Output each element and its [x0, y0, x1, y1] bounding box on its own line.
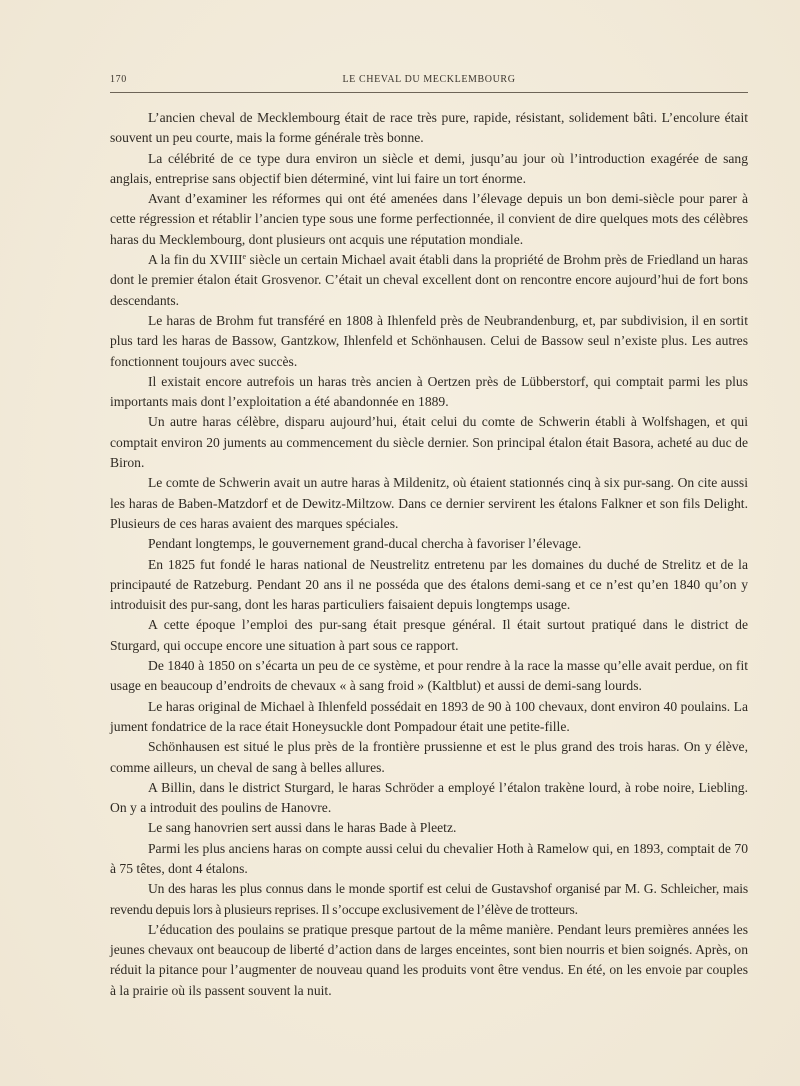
- paragraph-mildenitz: Le comte de Schwerin avait un autre haras à Mildenitz, où étaient stationnés cinq à six pur-sang. On cite aussi les haras de Baben-Matzdorf et de Dewitz-Miltzow. Dans ce dernier servirent les étalons Falkner et son fils Delight. Plusieurs de ces haras avaient des marques spéciales.: [110, 475, 748, 531]
- page-number: 170: [110, 74, 127, 85]
- paragraph-text-end: siècle un certain Michael avait établi dans la propriété de Brohm près de Friedland un haras dont le premier étalon était Grosvenor. C’était un cheval excellent dont on rencontre encore aujourd’hui de fort bons descendants.: [110, 252, 748, 308]
- body-text: [110, 108, 748, 1001]
- paragraph-reformes: Avant d’examiner les réformes qui ont été amenées dans l’élevage depuis un bon demi-siècle pour parer à cette régression et rétablir l’ancien type sous une forme perfectionnée, il convient de dire quelques mots des célèbres haras du Mecklembourg, dont plusieurs ont acquis une réputation mondiale.: [110, 191, 748, 247]
- paragraph-wolfshagen: Un autre haras célèbre, disparu aujourd’hui, était celui du comte de Schwerin établi à Wolfshagen, et qui comptait environ 20 juments au commencement du siècle dernier. Son principal étalon était Basora, acheté au duc de Biron.: [110, 414, 748, 471]
- paragraph-gouvernement: Pendant longtemps, le gouvernement grand-ducal chercha à favoriser l’élevage.: [148, 536, 582, 552]
- paragraph-schonhausen: Schönhausen est situé le plus près de la frontière prussienne et est le plus grand des trois haras. On y élève, comme ailleurs, un cheval de sang à belles allures.: [110, 739, 748, 775]
- century-superscript: e: [242, 252, 247, 262]
- paragraph-oertzen: Il existait encore autrefois un haras très ancien à Oertzen près de Lübberstorf, qui comptait parmi les plus importants mais dont l’exploitation a été abandonnée en 1889.: [110, 373, 748, 410]
- paragraph-neustrelitz: En 1825 fut fondé le haras national de Neustrelitz entretenu par les domaines du duché de Strelitz et de la principauté de Ratzeburg. Pendant 20 ans il ne posséda que des étalons demi-sang et ce n’est qu’en 1840 qu’on y introduisit des pur-sang, dont les haras particuliers faisaient depuis longtemps usage.: [110, 556, 748, 613]
- running-header: [110, 74, 748, 93]
- paragraph-education: L’éducation des poulains se pratique presque partout de la même manière. Pendant leurs premières années les jeunes chevaux ont beaucoup de liberté d’action dans de larges enceintes, sont bien nourris et bien soignés. Après, on réduit la pitance pour l’augmenter de nouveau quand les produits vont être vendus. En été, on les envoie par couples à la prairie où ils passent souvent la nuit.: [110, 921, 748, 998]
- running-title: LE CHEVAL DU MECKLEMBOURG: [342, 74, 516, 85]
- paragraph-ramelow: Parmi les plus anciens haras on compte aussi celui du chevalier Hoth à Ramelow qui, en 1893, comptait de 70 à 75 têtes, dont 4 étalons.: [110, 840, 748, 876]
- paragraph-text-start: A la fin du XVIII: [148, 252, 243, 268]
- paragraph-sturgard: A cette époque l’emploi des pur-sang était presque général. Il était surtout pratiqué dans le district de Sturgard, qui occupe encore une situation à part sous ce rapport.: [110, 617, 748, 653]
- paragraph-brohm-origin: [110, 250, 748, 311]
- paragraph-pleetz: Le sang hanovrien sert aussi dans le haras Bade à Pleetz.: [148, 820, 457, 836]
- paragraph-billin: A Billin, dans le district Sturgard, le haras Schröder a employé l’étalon trakène lourd, à robe noire, Liebling. On y a introduit des poulins de Hanovre.: [110, 779, 748, 816]
- paragraph-ihlenfeld: Le haras original de Michael à Ihlenfeld possédait en 1893 de 90 à 100 chevaux, dont environ 40 poulains. La jument fondatrice de la race était Honeysuckle dont Pompadour était une petite-fille.: [110, 698, 748, 734]
- paragraph-brohm-transfer: Le haras de Brohm fut transféré en 1808 à Ihlenfeld près de Neubrandenburg, et, par subdivision, il en sortit plus tard les haras de Bassow, Gantzkow, Ihlenfeld et Schönhausen. Celui de Bassow seul n’existe plus. Les autres fonctionnent toujours avec succès.: [110, 312, 748, 369]
- paragraph-ancien-cheval: L’ancien cheval de Mecklembourg était de race très pure, rapide, résistant, solidement bâti. L’encolure était souvent un peu courte, mais la forme générale très bonne.: [110, 110, 748, 146]
- paragraph-gustavshof: Un des haras les plus connus dans le monde sportif est celui de Gustavshof organisé par M. G. Schleicher, mais revendu depuis lors à plusieurs reprises. Il s’occupe exclusivement de l’élève de trotteurs.: [110, 881, 748, 917]
- paragraph-1840-1850: De 1840 à 1850 on s’écarta un peu de ce système, et pour rendre à la race la masse qu’elle avait perdue, on fit usage en beaucoup d’endroits de chevaux « à sang froid » (Kaltblut) et aussi de demi-sang lourds.: [110, 658, 748, 694]
- paragraph-celebrite: La célébrité de ce type dura environ un siècle et demi, jusqu’au jour où l’introduction exagérée de sang anglais, entreprise sans objectif bien déterminé, vint lui faire un tort énorme.: [110, 150, 748, 186]
